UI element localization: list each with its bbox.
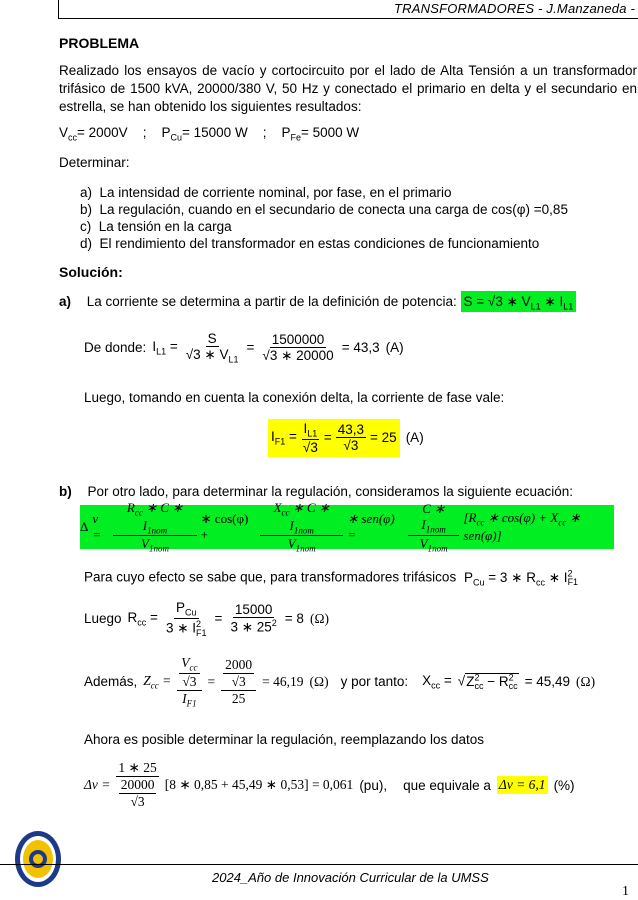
question-list xyxy=(80,184,568,252)
header-text: TRANSFORMADORES - J.Manzaneda - xyxy=(394,1,635,16)
problem-statement: Realizado los ensayos de vacío y cortocircuito por el lado de Alta Tensión a un transformador trifásico de 1500 kVA, 20000/380 V, 50 Hz y conectado el primario en delta y el secundario en estrella, se han obtenido los siguientes resultados: xyxy=(59,63,637,114)
list-item: b) La regulación, cuando en el secundario de conecta una carga de cos(φ) =0,85 xyxy=(80,202,568,217)
university-seal-icon xyxy=(14,830,62,888)
copper-loss-text: Para cuyo efecto se sabe que, para transformadores trifásicos $P_{Cu} = 3$ ∗ $R_{cc}$ ∗ $I^2_{F1}$ xyxy=(84,568,579,588)
list-item: d) El rendimiento del transformador en estas condiciones de funcionamiento xyxy=(80,236,540,251)
part-b-intro: b) Por otro lado, para determinar la regulación, consideramos la siguiente ecuación: xyxy=(59,484,574,499)
test-results: $V_{cc}= 2000V$ ; $P_{Cu}= 15000$ W ; $P_{Fe}= 5000$ W xyxy=(59,125,360,143)
regulation-result-highlight: Δv = 6,1 xyxy=(498,777,546,792)
footer-text: 2024_Año de Innovación Curricular de la UMSS xyxy=(212,870,489,885)
problem-title: PROBLEMA xyxy=(59,35,140,51)
part-a-intro: a) La corriente se determina a partir de la definición de potencia: S = √3 ∗ $V_{L1}$ ∗ $I_{L1}$ xyxy=(59,294,576,312)
list-item: a) La intensidad de corriente nominal, por fase, en el primario xyxy=(80,185,452,200)
rcc-equation: Luego $R_{cc}$ = $\frac{P_{Cu}}{3 ∗ I^2_{F1}}$ = $\frac{15000}{3 ∗ 25^2}$ = 8 (Ω) xyxy=(84,600,329,638)
part-a-label: a) xyxy=(59,294,72,309)
power-formula: S = √3 ∗ $V_{L1}$ ∗ $I_{L1}$ xyxy=(461,291,577,312)
page-number: 1 xyxy=(622,884,629,899)
line-current-equation: De donde: $I_{L1}$ = $\frac{S}{√3 ∗ V_{L1}}$ = $\frac{1500000}{√3 ∗ 20000}$ = 43,3 (A) xyxy=(84,331,404,365)
list-item: c) La tensión en la carga xyxy=(80,219,232,234)
regulation-equation: Δ v = $\frac{R_{cc} ∗ C ∗ I_{1nom}}{V_{1nom}}$ ∗ cos(φ) + $\frac{X_{cc} ∗ C ∗ I_{1nom}}{V_{1nom}}$ ∗ sen(φ) = $\frac{C ∗ I_{1nom}}{V_{1nom}}$ [$R_{cc}$ ∗ $\cos(\varphi) + X_{cc}$ ∗ sen(φ)] xyxy=(80,505,614,549)
zcc-equation: Además, $Z_{cc}$ = $\frac{\frac{V_{cc}}{√3}}{I_{F1}}$ = $\frac{\frac{2000}{√3}}{25}$ = 46,19 (Ω) y por tanto: $X_{cc}$ = $√Z^2_{cc} - R^2_{cc}$ = 45,49 (Ω) xyxy=(84,655,596,709)
determinar-label: Determinar: xyxy=(59,155,130,170)
regulation-substitution-text: Ahora es posible determinar la regulación, reemplazando los datos xyxy=(84,732,484,747)
solution-title: Solución: xyxy=(59,264,123,280)
footer-divider xyxy=(0,864,638,865)
part-b-label: b) xyxy=(59,484,72,499)
delta-connection-text: Luego, tomando en cuenta la conexión delta, la corriente de fase vale: xyxy=(84,390,505,405)
phase-current-equation: $I_{F1}$ = $\frac{I_{L1}}{√3}$ = $\frac{43,3}{√3}$ = 25 (A) xyxy=(268,419,424,457)
page-header xyxy=(58,0,638,19)
regulation-result-equation: Δv = $\frac{1 ∗ 25}{\frac{20000}{√3}}$ [8 ∗ 0,85 + 45,49 ∗ 0,53] = 0,061 (pu), que equivale a Δv = 6,1 (%) xyxy=(84,760,575,809)
